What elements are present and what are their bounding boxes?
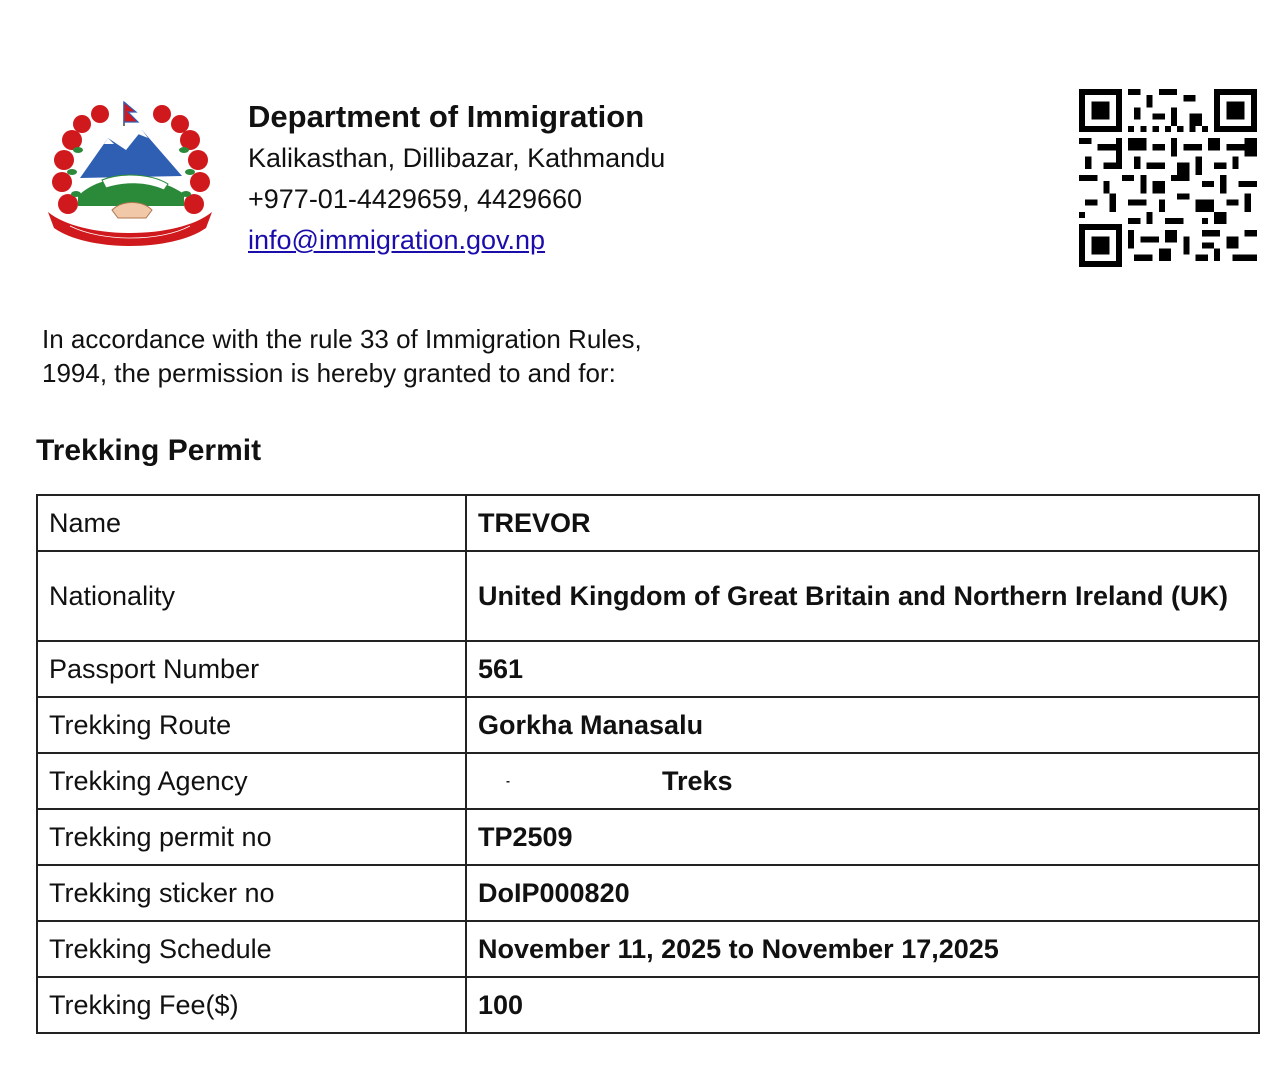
field-label: Trekking Schedule (37, 921, 466, 977)
email-link[interactable]: info@immigration.gov.np (248, 225, 546, 255)
qr-code (1079, 89, 1257, 267)
field-value: 100 (466, 977, 1259, 1033)
table-row-name (37, 495, 1259, 551)
field-label: Trekking Route (37, 697, 466, 753)
table-row-trekking-agency (37, 753, 1259, 809)
intro-text (42, 322, 732, 390)
table-row-permit-no (37, 809, 1259, 865)
field-value: DoIP000820 (466, 865, 1259, 921)
agency-name: Treks (662, 766, 733, 796)
intro-line-2: 1994, the permission is hereby granted to and for: (42, 358, 616, 388)
field-value: TREVOR (466, 495, 1259, 551)
header-block (248, 96, 665, 261)
field-value: United Kingdom of Great Britain and Northern Ireland (UK) (466, 551, 1259, 641)
agency-prefix: - (506, 774, 510, 788)
phone-number: +977-01-4429659, 4429660 (248, 184, 583, 214)
table-row-sticker-no (37, 865, 1259, 921)
field-value (466, 753, 1259, 809)
table-row-nationality (37, 551, 1259, 641)
permit-title: Trekking Permit (36, 434, 262, 467)
intro-line-1: In accordance with the rule 33 of Immigration Rules, (42, 324, 642, 354)
table-row-passport-number (37, 641, 1259, 697)
field-value: 561 (466, 641, 1259, 697)
table-row-trekking-route (37, 697, 1259, 753)
field-label: Trekking permit no (37, 809, 466, 865)
field-label: Trekking sticker no (37, 865, 466, 921)
field-value: TP2509 (466, 809, 1259, 865)
field-label: Name (37, 495, 466, 551)
field-label: Passport Number (37, 641, 466, 697)
field-label: Nationality (37, 551, 466, 641)
field-value: November 11, 2025 to November 17,2025 (466, 921, 1259, 977)
field-label: Trekking Fee($) (37, 977, 466, 1033)
table-row-schedule (37, 921, 1259, 977)
field-value: Gorkha Manasalu (466, 697, 1259, 753)
address: Kalikasthan, Dillibazar, Kathmandu (248, 143, 666, 173)
permit-table (36, 494, 1260, 1034)
table-row-fee (37, 977, 1259, 1033)
field-label: Trekking Agency (37, 753, 466, 809)
nepal-emblem-logo (42, 100, 218, 255)
organization-name: Department of Immigration (248, 99, 645, 134)
